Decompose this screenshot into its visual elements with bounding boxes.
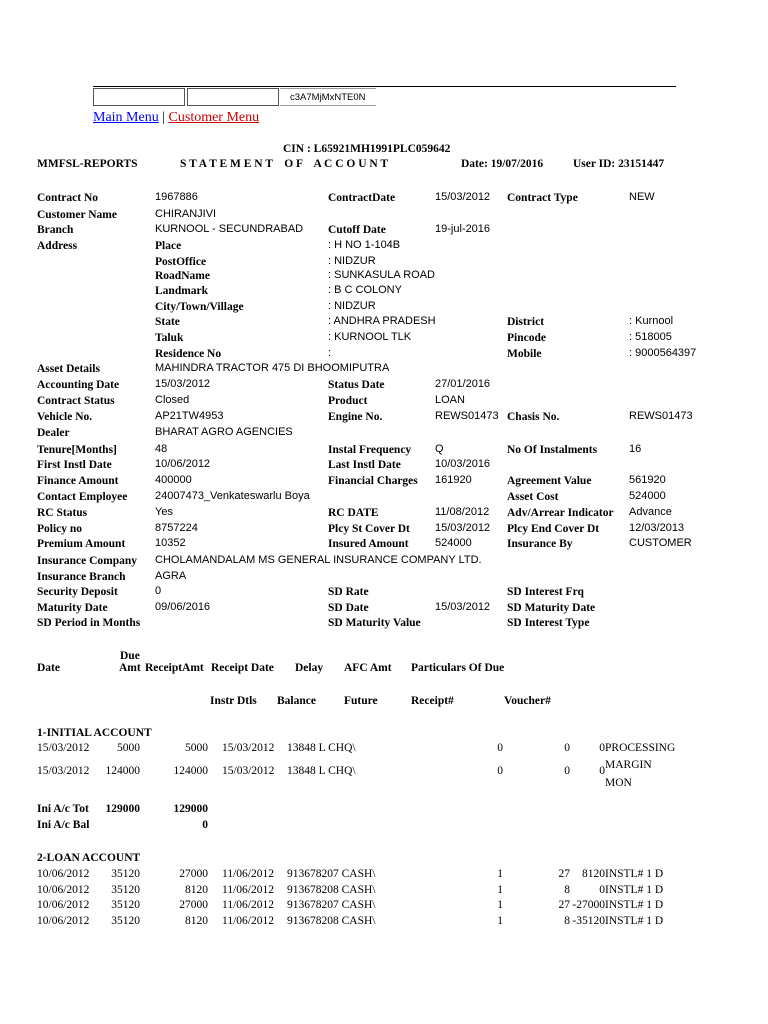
ledger-cell-rdate: 11/06/2012 [222, 915, 274, 927]
field-label-sd-rate: SD Rate [328, 586, 369, 598]
ledger-cell-due: 35120 [111, 884, 140, 896]
ledger-cell-instr: 913678208 CASH\ [287, 915, 376, 927]
ini-tot-receipt: 129000 [173, 803, 208, 815]
field-value-last-instl: 10/03/2016 [435, 458, 491, 470]
field-value-premium: 10352 [155, 537, 186, 549]
field-label-residence: Residence No [155, 348, 222, 360]
field-label-ins-branch: Insurance Branch [37, 571, 126, 583]
ledger-cell-c3: 0 [599, 884, 605, 896]
field-value-no-inst: 16 [629, 443, 642, 455]
ledger-cell-part: PROCESSING [605, 742, 676, 754]
ledger-cell-c2: 8 [564, 884, 570, 896]
ledger-cell-date: 10/06/2012 [37, 899, 90, 911]
field-label-roadname: RoadName [155, 270, 210, 282]
ledger-cell-c1: 0 [497, 765, 503, 777]
field-label-vehicle: Vehicle No. [37, 411, 93, 423]
ledger-cell-rdate: 11/06/2012 [222, 868, 274, 880]
field-label-maturity: Maturity Date [37, 602, 108, 614]
field-label-asset: Asset Details [37, 363, 100, 375]
field-value-acc-date: 15/03/2012 [155, 378, 211, 390]
field-label-contract-type: Contract Type [507, 192, 578, 204]
field-label-district: District [507, 316, 545, 328]
col-future: Future [344, 695, 378, 707]
field-label-engine: Engine No. [328, 411, 383, 423]
field-label-chasis: Chasis No. [507, 411, 560, 423]
field-value-city: : NIDZUR [328, 300, 376, 312]
field-label-mobile: Mobile [507, 348, 542, 360]
field-value-chasis: REWS01473 [629, 410, 693, 422]
ledger-cell-part: INSTL# 1 D [605, 868, 664, 880]
field-label-first-instl: First Instl Date [37, 459, 112, 471]
initial-account-title: 1-INITIAL ACCOUNT [37, 727, 152, 739]
field-value-customer-name: CHIRANJIVI [155, 208, 217, 220]
ledger-cell-receipt: 27000 [179, 899, 208, 911]
field-label-contract-date: ContractDate [328, 192, 396, 204]
field-label-adv: Adv/Arrear Indicator [507, 507, 614, 519]
field-label-policy: Policy no [37, 523, 83, 535]
field-value-residence: : [328, 347, 332, 359]
field-label-ins-co: Insurance Company [37, 555, 138, 567]
ledger-cell-due: 5000 [117, 742, 140, 754]
ledger-cell-due: 124000 [105, 765, 140, 777]
field-label-status-date: Status Date [328, 379, 385, 391]
ledger-cell-date: 10/06/2012 [37, 884, 90, 896]
col-amt: Amt [119, 662, 141, 674]
field-label-acc-date: Accounting Date [37, 379, 120, 391]
field-value-contract-status: Closed [155, 394, 190, 406]
ledger-cell-rdate: 15/03/2012 [222, 742, 275, 754]
ledger-cell-part2: MON [605, 777, 632, 789]
field-value-asset-cost: 524000 [629, 490, 666, 502]
main-menu-link[interactable]: Main Menu [93, 110, 159, 125]
ledger-cell-rdate: 15/03/2012 [222, 765, 275, 777]
field-value-place: : H NO 1-104B [328, 239, 401, 251]
field-value-state: : ANDHRA PRADESH [328, 315, 436, 327]
field-value-policy: 8757224 [155, 522, 198, 534]
ledger-cell-c1: 1 [497, 915, 503, 927]
field-value-dealer: BHARAT AGRO AGENCIES [155, 426, 293, 438]
col-due: Due [120, 650, 140, 662]
col-particulars: Particulars Of Due [411, 662, 505, 674]
field-label-fin-charges: Financial Charges [328, 475, 418, 487]
field-label-branch: Branch [37, 224, 74, 236]
field-label-premium: Premium Amount [37, 538, 126, 550]
field-label-rc-date: RC DATE [328, 507, 379, 519]
ledger-cell-due: 35120 [111, 868, 140, 880]
field-value-status-date: 27/01/2016 [435, 378, 491, 390]
field-value-district: : Kurnool [629, 315, 674, 327]
field-label-address: Address [37, 240, 78, 252]
field-value-contract-date: 15/03/2012 [435, 191, 491, 203]
field-label-sd-int-type: SD Interest Type [507, 617, 590, 629]
ledger-cell-c1: 1 [497, 868, 503, 880]
ledger-cell-instr: 13848 L CHQ\ [287, 765, 356, 777]
field-value-ins-co: CHOLAMANDALAM MS GENERAL INSURANCE COMPANY LTD. [155, 554, 482, 566]
field-label-contact: Contact Employee [37, 491, 128, 503]
col-afc-amt: AFC Amt [344, 662, 392, 674]
field-label-sd-date: SD Date [328, 602, 369, 614]
field-value-rc-status: Yes [155, 506, 173, 518]
ledger-cell-c3: -27000 [572, 899, 605, 911]
reports-label: MMFSL-REPORTS [37, 158, 138, 170]
ledger-cell-instr: 913678207 CASH\ [287, 899, 376, 911]
report-date: Date: 19/07/2016 [461, 158, 544, 170]
ledger-cell-c2: 0 [564, 742, 570, 754]
field-label-postoffice: PostOffice [155, 256, 207, 268]
ini-tot-label: Ini A/c Tot [37, 803, 89, 815]
ledger-cell-receipt: 8120 [185, 915, 208, 927]
ledger-cell-due: 35120 [111, 899, 140, 911]
field-label-tenure: Tenure[Months] [37, 444, 117, 456]
col-receipt-date: Receipt Date [211, 662, 274, 674]
ledger-cell-receipt: 124000 [173, 765, 208, 777]
field-value-agreement: 561920 [629, 474, 666, 486]
field-label-pincode: Pincode [507, 332, 546, 344]
field-value-ins-branch: AGRA [155, 570, 187, 582]
field-value-cutoff: 19-jul-2016 [435, 223, 491, 235]
top-input-2[interactable] [187, 88, 279, 106]
field-label-customer-name: Customer Name [37, 209, 117, 221]
ledger-cell-instr: 13848 L CHQ\ [287, 742, 356, 754]
field-value-rc-date: 11/08/2012 [435, 506, 490, 518]
col-voucher-no: Voucher# [504, 695, 551, 707]
field-label-ins-by: Insurance By [507, 538, 573, 550]
field-value-pincode: : 518005 [629, 331, 672, 343]
field-label-agreement: Agreement Value [507, 475, 592, 487]
top-input-1[interactable] [93, 88, 185, 106]
ledger-cell-instr: 913678208 CASH\ [287, 884, 376, 896]
cin: CIN : L65921MH1991PLC059642 [283, 143, 451, 155]
field-label-plcy-end: Plcy End Cover Dt [507, 523, 600, 535]
field-value-sd-date: 15/03/2012 [435, 601, 491, 613]
field-value-contact: 24007473_Venkateswarlu Boya [155, 490, 310, 502]
field-label-no-inst: No Of Instalments [507, 444, 598, 456]
ledger-cell-c3: 8120 [582, 868, 605, 880]
ledger-cell-c3: -35120 [572, 915, 605, 927]
ledger-cell-part: INSTL# 1 D [605, 899, 664, 911]
field-label-contract-no: Contract No [37, 192, 98, 204]
col-receipt-no: Receipt# [411, 695, 454, 707]
ledger-cell-date: 10/06/2012 [37, 868, 90, 880]
ledger-cell-part: INSTL# 1 D [605, 884, 664, 896]
customer-menu-link[interactable]: Customer Menu [168, 110, 260, 125]
field-label-instal-freq: Instal Frequency [328, 444, 412, 456]
loan-account-title: 2-LOAN ACCOUNT [37, 852, 141, 864]
field-value-roadname: : SUNKASULA ROAD [328, 269, 435, 281]
field-value-fin-charges: 161920 [435, 474, 472, 486]
ledger-cell-c2: 27 [558, 899, 570, 911]
field-label-dealer: Dealer [37, 427, 70, 439]
field-value-plcy-end: 12/03/2013 [629, 522, 685, 534]
field-label-sd-mat-date: SD Maturity Date [507, 602, 596, 614]
ledger-cell-c1: 1 [497, 884, 503, 896]
nav-separator: | [162, 110, 166, 125]
field-value-landmark: : B C COLONY [328, 284, 402, 296]
ledger-cell-date: 15/03/2012 [37, 765, 90, 777]
field-value-plcy-st: 15/03/2012 [435, 522, 491, 534]
col-date: Date [37, 662, 60, 674]
ledger-cell-c2: 0 [564, 765, 570, 777]
field-label-asset-cost: Asset Cost [507, 491, 559, 503]
field-value-product: LOAN [435, 394, 465, 406]
ledger-cell-c2: 27 [558, 868, 570, 880]
ini-bal-label: Ini A/c Bal [37, 819, 90, 831]
ledger-cell-due: 35120 [111, 915, 140, 927]
field-value-engine: REWS01473 [435, 410, 499, 422]
field-label-last-instl: Last Instl Date [328, 459, 401, 471]
field-value-postoffice: : NIDZUR [328, 255, 376, 267]
ledger-cell-instr: 913678207 CASH\ [287, 868, 376, 880]
ledger-cell-part: INSTL# 1 D [605, 915, 664, 927]
field-label-sd-int-frq: SD Interest Frq [507, 586, 584, 598]
field-value-sec-dep: 0 [155, 585, 162, 597]
field-value-finance: 400000 [155, 474, 192, 486]
field-value-instal-freq: Q [435, 443, 444, 455]
col-receipt-amt: ReceiptAmt [145, 662, 204, 674]
statement-title: S T A T E M E N T O F A C C O U N T [180, 158, 389, 170]
ledger-cell-receipt: 27000 [179, 868, 208, 880]
field-value-ins-by: CUSTOMER [629, 537, 692, 549]
ledger-cell-receipt: 8120 [185, 884, 208, 896]
field-label-taluk: Taluk [155, 332, 184, 344]
field-value-first-instl: 10/06/2012 [155, 458, 211, 470]
nav-bar [93, 110, 259, 126]
ledger-cell-part: MARGIN [605, 759, 652, 771]
field-label-sd-mat-val: SD Maturity Value [328, 617, 421, 629]
user-id: User ID: 23151447 [573, 158, 665, 170]
ledger-cell-c1: 0 [497, 742, 503, 754]
top-rule [93, 86, 676, 87]
col-instr-dtls: Instr Dtls [210, 695, 257, 707]
field-value-tenure: 48 [155, 443, 168, 455]
field-value-adv: Advance [629, 506, 672, 518]
ledger-cell-c2: 8 [564, 915, 570, 927]
ini-bal-value: 0 [202, 819, 208, 831]
ledger-cell-c3: 0 [599, 765, 605, 777]
field-label-insured: Insured Amount [328, 538, 409, 550]
field-label-place: Place [155, 240, 182, 252]
field-label-contract-status: Contract Status [37, 395, 115, 407]
ledger-cell-rdate: 11/06/2012 [222, 884, 274, 896]
field-value-contract-type: NEW [629, 191, 655, 203]
ledger-cell-receipt: 5000 [185, 742, 208, 754]
field-label-sec-dep: Security Deposit [37, 586, 118, 598]
field-value-vehicle: AP21TW4953 [155, 410, 224, 422]
field-value-taluk: : KURNOOL TLK [328, 331, 412, 343]
field-value-insured: 524000 [435, 537, 472, 549]
field-value-contract-no: 1967886 [155, 191, 198, 203]
field-label-finance: Finance Amount [37, 475, 119, 487]
field-label-landmark: Landmark [155, 285, 209, 297]
ledger-cell-date: 10/06/2012 [37, 915, 90, 927]
field-value-branch: KURNOOL - SECUNDRABAD [155, 223, 304, 235]
field-value-maturity: 09/06/2016 [155, 601, 211, 613]
field-label-plcy-st: Plcy St Cover Dt [328, 523, 410, 535]
field-label-rc-status: RC Status [37, 507, 88, 519]
ledger-cell-date: 15/03/2012 [37, 742, 90, 754]
ledger-cell-c3: 0 [599, 742, 605, 754]
field-label-city: City/Town/Village [155, 301, 244, 313]
ini-tot-due: 129000 [105, 803, 140, 815]
field-label-cutoff: Cutoff Date [328, 224, 386, 236]
col-balance: Balance [277, 695, 316, 707]
col-delay: Delay [295, 662, 324, 674]
field-label-product: Product [328, 395, 368, 407]
field-value-asset: MAHINDRA TRACTOR 475 DI BHOOMIPUTRA [155, 362, 390, 374]
ledger-cell-rdate: 11/06/2012 [222, 899, 274, 911]
field-label-sd-period: SD Period in Months [37, 617, 141, 629]
session-code: c3A7MjMxNTE0N [280, 88, 376, 106]
field-value-mobile: : 9000564397 [629, 347, 697, 359]
ledger-cell-c1: 1 [497, 899, 503, 911]
field-label-state: State [155, 316, 180, 328]
